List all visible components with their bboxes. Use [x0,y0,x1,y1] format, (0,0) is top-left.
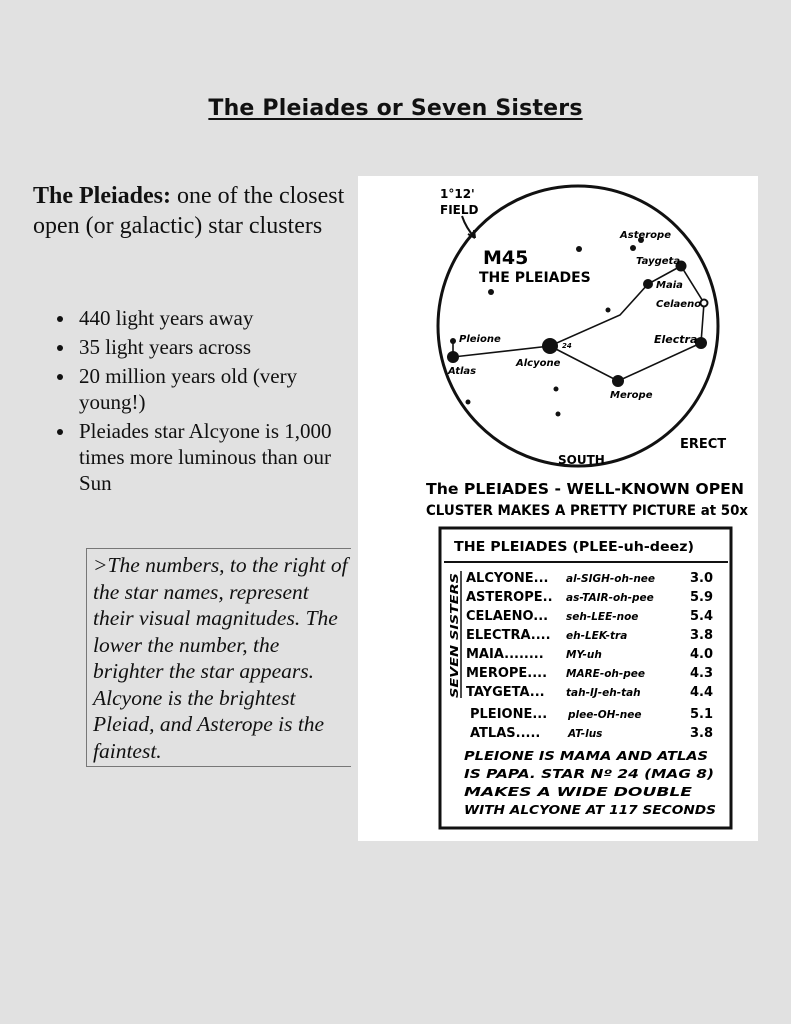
field-star [554,387,559,392]
label-atlas: Atlas [448,366,477,377]
row-name: ASTEROPE.. [466,590,553,605]
row-name: ALCYONE... [466,571,549,586]
label-maia: Maia [656,280,683,291]
facts-list [55,305,345,499]
fact-item: 35 light years across [55,334,345,360]
table-header: THE PLEIADES (PLEE-uh-deez) [454,540,694,555]
side-label-seven-sisters: SEVEN SISTERS [448,602,461,698]
m45-label: M45 [483,247,529,269]
label-taygeta: Taygeta [636,256,681,267]
pleiades-figure [358,176,758,841]
label-star24: 24 [562,342,572,350]
row-mag: 3.8 [690,726,714,741]
row-pron: eh-LEK-tra [566,630,628,642]
field-star [556,412,561,417]
row-pron: plee-OH-nee [568,709,642,721]
row-pron: tah-IJ-eh-tah [566,687,641,699]
row-name: CELAENO... [466,609,549,624]
label-celaeno: Celaeno [656,299,702,310]
row-name: MAIA........ [466,647,544,662]
star-alcyone [542,338,558,354]
pleiades-label: THE PLEIADES [479,270,591,286]
row-mag: 5.9 [690,590,714,605]
label-merope: Merope [610,390,653,401]
footer-line: IS PAPA. STAR Nº 24 (MAG 8) [464,767,714,781]
row-mag: 3.0 [690,571,714,586]
row-name: ATLAS..... [470,726,541,741]
label-erect: ERECT [680,437,727,452]
fact-item: Pleiades star Alcyone is 1,000 times more luminous than our Sun [55,418,345,496]
field-star [488,289,494,295]
row-mag: 5.1 [690,707,714,722]
caption-line-2: CLUSTER MAKES A PRETTY PICTURE at 50x [426,503,749,519]
field-label-2: FIELD [440,203,479,217]
row-pron: MARE-oh-pee [566,668,645,680]
star-merope [612,375,624,387]
footer-line: PLEIONE IS MAMA AND ATLAS [464,749,708,763]
field-star [466,400,471,405]
magnitude-note: >The numbers, to the right of the star names, represent their visual magnitudes. The lower the number, the brighter the star appears. Alcyone is the brightest Pleiad, and Asterope is the faintest. [86,548,351,767]
row-mag: 4.0 [690,647,714,662]
table-rows [466,571,713,741]
intro-term: The Pleiades: [33,183,171,209]
row-mag: 3.8 [690,628,714,643]
field-label-1: 1°12' [440,187,475,201]
row-mag: 5.4 [690,609,714,624]
fact-item: 440 light years away [55,305,345,331]
star-asterope-2 [630,245,636,251]
label-pleione: Pleione [459,334,501,345]
caption-line-1: The PLEIADES - WELL-KNOWN OPEN [426,480,744,498]
star-maia [643,279,653,289]
footer-line: WITH ALCYONE AT 117 SECONDS [464,803,716,817]
field-circle [438,186,718,466]
pleiades-diagram [358,176,758,841]
row-name: MEROPE.... [466,666,548,681]
intro-text: one of the closest open (or galactic) star clusters [33,183,345,239]
row-pron: al-SIGH-oh-nee [566,573,656,585]
footer-line: MAKES A WIDE DOUBLE [464,785,694,799]
row-name: TAYGETA... [466,685,545,700]
star-pleione [450,338,456,344]
star-atlas [447,351,459,363]
row-pron: AT-lus [568,728,603,740]
star-celaeno [701,300,708,307]
row-pron: MY-uh [566,649,602,661]
intro-paragraph [33,181,353,241]
row-mag: 4.3 [690,666,714,681]
label-alcyone: Alcyone [516,358,561,369]
row-pron: seh-LEE-noe [566,611,639,623]
row-mag: 4.4 [690,685,714,700]
label-asterope: Asterope [620,230,671,241]
row-name: PLEIONE... [470,707,548,722]
field-star [606,308,611,313]
field-star [576,246,582,252]
row-name: ELECTRA.... [466,628,551,643]
row-pron: as-TAIR-oh-pee [566,592,654,604]
page-title: The Pleiades or Seven Sisters [208,96,583,121]
label-south: SOUTH [558,453,605,467]
label-electra: Electra [654,333,698,346]
fact-item: 20 million years old (very young!) [55,363,345,415]
